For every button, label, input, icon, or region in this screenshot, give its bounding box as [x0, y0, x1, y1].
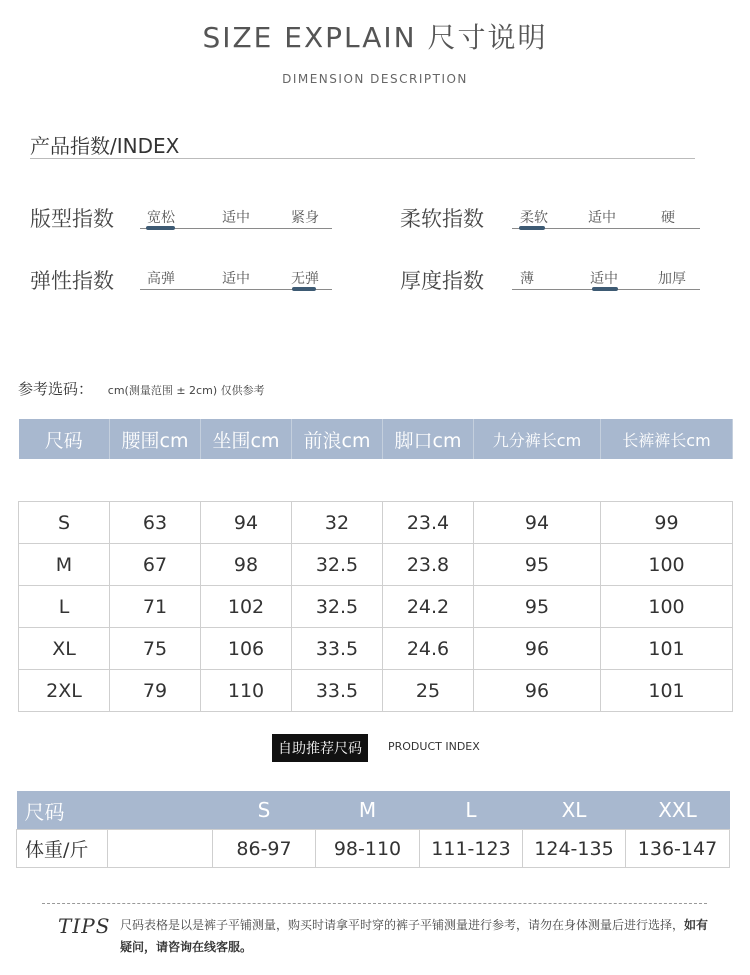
table-cell: 98-110: [316, 830, 420, 868]
table-cell: 75: [110, 628, 201, 670]
table-cell: 33.5: [292, 628, 383, 670]
table-cell: 95: [474, 544, 601, 586]
table-cell: 136-147: [626, 830, 730, 868]
table-cell: 79: [110, 670, 201, 712]
table-row: [19, 544, 733, 586]
column-header: 腰围cm: [110, 419, 201, 459]
divider: [30, 158, 695, 159]
table-cell: L: [19, 586, 110, 628]
tips-text: [120, 914, 710, 958]
table-cell: 101: [601, 670, 733, 712]
table-cell: 99: [601, 502, 733, 544]
index-label: 弹性指数: [30, 269, 114, 293]
index-label: 厚度指数: [400, 269, 484, 293]
table-cell: 67: [110, 544, 201, 586]
table-cell: 24.2: [383, 586, 474, 628]
table-spacer-row: [19, 459, 733, 502]
reference-tolerance: cm(测量范围 ± 2cm) 仅供参考: [107, 384, 265, 397]
index-option: 硬: [661, 210, 675, 226]
table-row: [19, 628, 733, 670]
index-option: 高弹: [147, 271, 175, 287]
table-cell: 102: [201, 586, 292, 628]
index-option: 适中: [590, 271, 618, 287]
column-header: L: [420, 791, 523, 830]
table-cell: 110: [201, 670, 292, 712]
table-cell: 96: [474, 628, 601, 670]
table-cell: 124-135: [523, 830, 626, 868]
column-header: XL: [523, 791, 626, 830]
table-cell: 32.5: [292, 586, 383, 628]
index-option: 无弹: [291, 271, 319, 287]
table-cell: XL: [19, 628, 110, 670]
recommend-subtitle: PRODUCT INDEX: [388, 740, 480, 753]
index-title: 产品指数/INDEX: [30, 134, 180, 158]
table-cell: 23.4: [383, 502, 474, 544]
table-cell: 2XL: [19, 670, 110, 712]
index-option: 适中: [222, 210, 250, 226]
recommend-badge: 自助推荐尺码: [272, 734, 368, 762]
table-cell: 100: [601, 544, 733, 586]
table-cell: 95: [474, 586, 601, 628]
tips-body: 尺码表格是以是裤子平铺测量，购买时请拿平时穿的裤子平铺测量进行参考，请勿在身体测量后进行选择，: [120, 918, 685, 932]
column-header: S: [213, 791, 316, 830]
table-cell: 24.6: [383, 628, 474, 670]
reference-label: 参考选码：: [18, 380, 94, 398]
index-option: 适中: [222, 271, 250, 287]
index-option: 宽松: [147, 210, 175, 226]
table-cell: 33.5: [292, 670, 383, 712]
table-header-row: [17, 791, 730, 830]
index-marker: [292, 287, 316, 291]
page-title: SIZE EXPLAIN 尺寸说明: [202, 21, 548, 54]
index-label: 柔软指数: [400, 207, 484, 231]
column-header: XXL: [626, 791, 730, 830]
column-header: 尺码: [19, 419, 110, 459]
table-cell: 86-97: [213, 830, 316, 868]
table-row: [19, 670, 733, 712]
table-row: [19, 502, 733, 544]
table-cell: 63: [110, 502, 201, 544]
table-cell: 71: [110, 586, 201, 628]
recommend-table: [16, 791, 730, 868]
divider: [42, 903, 707, 904]
index-option: 适中: [588, 210, 616, 226]
column-header: M: [316, 791, 420, 830]
column-header: 长裤裤长cm: [601, 419, 733, 459]
column-header: [108, 791, 213, 830]
table-cell: 25: [383, 670, 474, 712]
table-cell: 94: [201, 502, 292, 544]
table-cell: 98: [201, 544, 292, 586]
table-cell: 94: [474, 502, 601, 544]
table-cell: 111-123: [420, 830, 523, 868]
table-cell: 23.8: [383, 544, 474, 586]
index-marker: [519, 226, 545, 230]
tips-label: TIPS: [58, 914, 111, 938]
reference-note: [18, 378, 265, 399]
table-cell: 96: [474, 670, 601, 712]
table-cell: 32.5: [292, 544, 383, 586]
table-cell: M: [19, 544, 110, 586]
column-header: 尺码: [17, 791, 108, 830]
tips-emphasis: 如有疑问，请咨询在线客服。: [120, 918, 709, 954]
table-cell: 106: [201, 628, 292, 670]
column-header: 坐围cm: [201, 419, 292, 459]
table-header-row: [19, 419, 733, 459]
page-subtitle: DIMENSION DESCRIPTION: [282, 72, 468, 86]
index-option: 柔软: [520, 210, 548, 226]
index-marker: [146, 226, 175, 230]
index-label: 版型指数: [30, 207, 114, 231]
table-row: [19, 586, 733, 628]
size-table: [18, 419, 733, 712]
row-label: 体重/斤: [17, 830, 108, 868]
table-cell: S: [19, 502, 110, 544]
table-cell: 101: [601, 628, 733, 670]
table-cell: 32: [292, 502, 383, 544]
index-option: 薄: [520, 271, 534, 287]
index-option: 紧身: [291, 210, 319, 226]
table-cell: [108, 830, 213, 868]
table-cell: 100: [601, 586, 733, 628]
index-marker: [592, 287, 618, 291]
column-header: 九分裤长cm: [474, 419, 601, 459]
column-header: 前浪cm: [292, 419, 383, 459]
column-header: 脚口cm: [383, 419, 474, 459]
index-option: 加厚: [658, 271, 686, 287]
table-row: [17, 830, 730, 868]
